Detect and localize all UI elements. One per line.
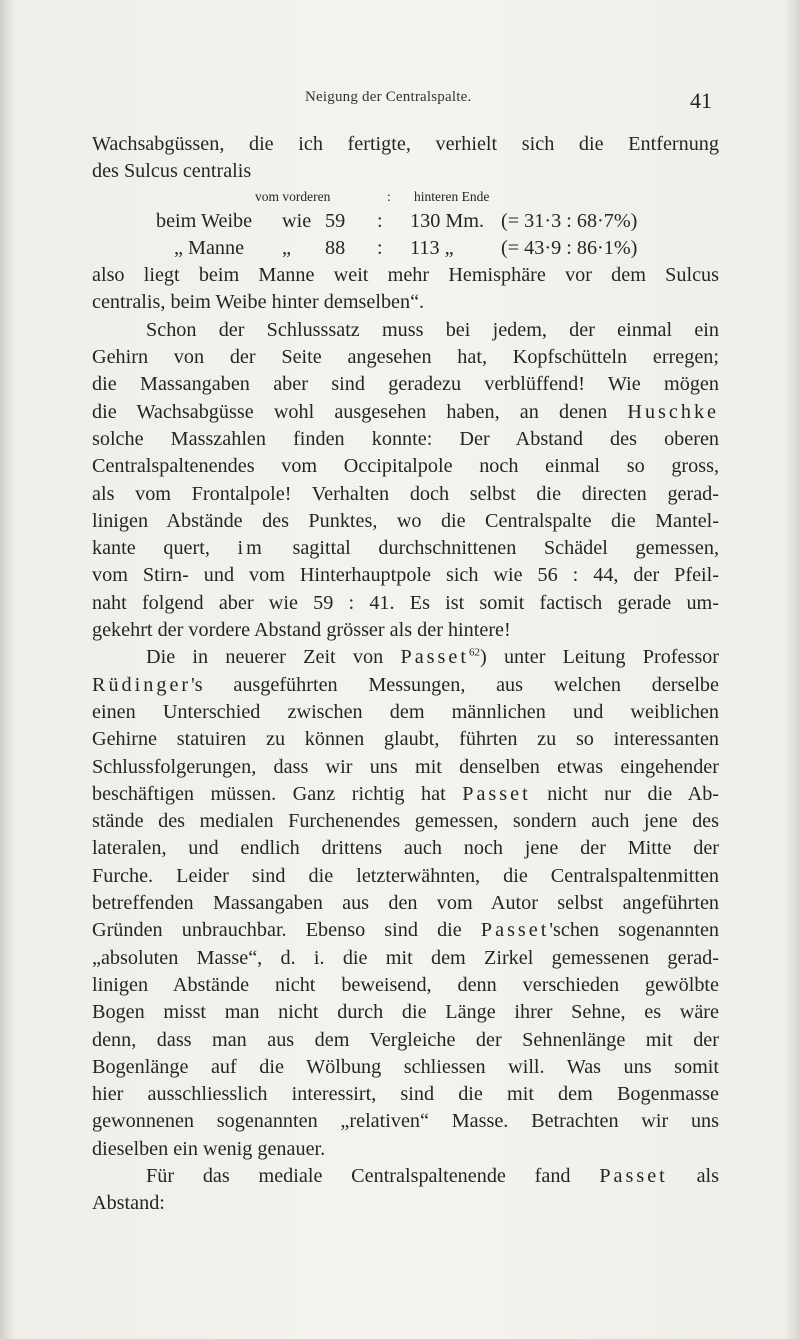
text-line: linigen Abstände nicht beweisend, denn verschieden gewölbte: [92, 973, 719, 996]
text-line: Für das mediale Centralspaltenende fand Passet als: [146, 1164, 719, 1187]
text-line: Rüdinger's ausgeführten Messungen, aus welchen derselbe: [92, 673, 719, 696]
text-line: hier ausschliesslich interessirt, sind die mit dem Bogenmasse: [92, 1083, 719, 1106]
text-line: lateralen, und endlich drittens auch noch jene der Mitte der: [92, 837, 719, 860]
text-line: Furche. Leider sind die letzterwähnten, die Centralspaltenmitten: [92, 864, 719, 887]
text-line: dieselben ein wenig genauer.: [92, 1137, 326, 1160]
text-line: Abstand:: [92, 1192, 165, 1215]
author-name: Passet: [400, 646, 469, 669]
row-front-value: 88: [325, 236, 346, 259]
text-line: stände des medialen Furchenendes gemessen, sondern auch jene des: [92, 810, 719, 833]
table-head-right: hinteren Ende: [414, 188, 490, 204]
text-line: gekehrt der vordere Abstand grösser als der hintere!: [92, 619, 511, 642]
text-line: beschäftigen müssen. Ganz richtig hat Passet nicht nur die Ab-: [92, 782, 720, 805]
text-line: Gründen unbrauchbar. Ebenso sind die Passet'schen sogenannten: [92, 919, 720, 942]
text-line: als vom Frontalpole! Verhalten doch selbst die directen gerad-: [92, 482, 719, 505]
text-line: denn, dass man aus dem Vergleiche der Sehnenlänge mit der: [92, 1028, 719, 1051]
text-line: die Wachsabgüsse wohl ausgesehen haben, an denen Huschke: [92, 400, 720, 423]
row-wie: „: [282, 236, 291, 259]
text-line: die Massangaben aber sind geradezu verblüffend! Wie mögen: [92, 373, 719, 396]
text-line: Bogenlänge auf die Wölbung schliessen will. Was uns somit: [92, 1055, 719, 1078]
text-line: centralis, beim Weibe hinter demselben“.: [92, 291, 425, 314]
text-line: vom Stirn- und vom Hinterhauptpole sich wie 56 : 44, der Pfeil-: [92, 564, 719, 587]
text-line: kante quert, im sagittal durchschnittenen Schädel gemessen,: [92, 537, 720, 560]
running-title: Neigung der Centralspalte.: [305, 89, 472, 105]
text-line: naht folgend aber wie 59 : 41. Es ist somit factisch gerade um-: [92, 591, 719, 614]
row-back-value: 130 Mm.: [410, 209, 485, 232]
author-name: Passet: [480, 919, 550, 942]
text-line: gewonnenen sogenannten „relativen“ Masse. Betrachten wir uns: [92, 1110, 719, 1133]
author-name: Rüdinger: [92, 673, 192, 696]
row-label: beim Weibe: [156, 209, 253, 232]
text-line: Gehirne statuiren zu können glaubt, führten zu so interessanten: [92, 728, 719, 751]
row-separator: :: [377, 236, 383, 259]
text-line: des Sulcus centralis: [92, 160, 252, 183]
text-line: einen Unterschied zwischen dem männlichen und weiblichen: [92, 700, 719, 723]
page-number: 41: [690, 88, 712, 113]
body-text: [92, 131, 719, 1218]
author-name: Passet: [599, 1164, 668, 1187]
row-ratio: (= 31·3 : 68·7%): [501, 209, 638, 232]
text-line: Bogen misst man nicht durch die Länge ihrer Sehne, es wäre: [92, 1001, 719, 1024]
row-wie: wie: [282, 209, 312, 232]
text-line: Schon der Schlusssatz muss bei jedem, der einmal ein: [146, 318, 719, 341]
author-name: Huschke: [627, 400, 720, 423]
text-line: Schlussfolgerungen, dass wir uns mit denselben etwas eingehender: [92, 755, 719, 778]
ratio-table-header: [92, 186, 719, 208]
text-line: Wachsabgüssen, die ich fertigte, verhielt sich die Entfernung: [92, 133, 719, 155]
row-front-value: 59: [325, 209, 346, 232]
ratio-table-row: [92, 208, 719, 235]
text-line: solche Masszahlen finden konnte: Der Abstand des oberen: [92, 427, 719, 450]
text-line: „absoluten Masse“, d. i. die mit dem Zirkel gemessenen gerad-: [92, 946, 719, 969]
row-label: „ Manne: [174, 236, 245, 259]
text-line: Centralspaltenendes vom Occipitalpole noch einmal so gross,: [92, 455, 719, 478]
text-line: linigen Abstände des Punktes, wo die Centralspalte die Mantel-: [92, 509, 719, 532]
table-head-left: vom vorderen: [255, 188, 331, 204]
row-ratio: (= 43·9 : 86·1%): [501, 236, 638, 259]
ratio-table-row: [92, 235, 719, 262]
footnote-ref: 62: [468, 646, 480, 659]
row-separator: :: [377, 209, 383, 232]
text-line: also liegt beim Manne weit mehr Hemisphäre vor dem Sulcus: [92, 264, 719, 287]
text-line: Die in neuerer Zeit von Passet$^{62}$) unter Leitung Professor: [146, 646, 719, 669]
text-line: betreffenden Massangaben aus den vom Autor selbst angeführten: [92, 892, 719, 915]
row-back-value: 113 „: [410, 236, 454, 259]
text-line: Gehirn von der Seite angesehen hat, Kopfschütteln erregen;: [92, 346, 719, 369]
author-name: Passet: [462, 782, 531, 805]
table-head-separator: :: [387, 188, 391, 204]
running-header: [0, 84, 800, 118]
